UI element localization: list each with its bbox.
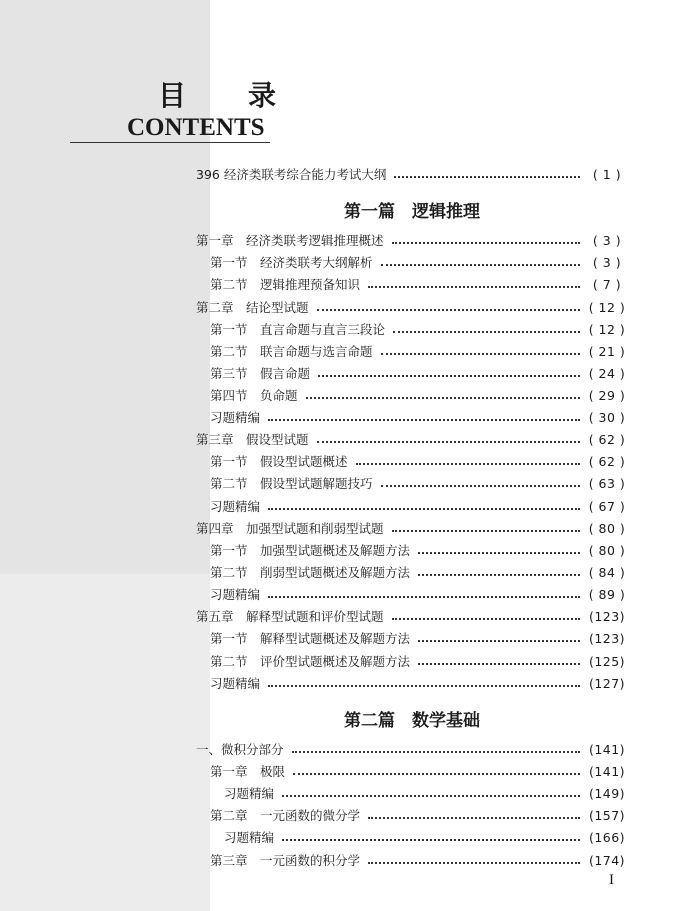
toc-entry-page: ( 1 ) — [592, 166, 622, 182]
toc-entry[interactable] — [0, 384, 628, 406]
dot-leader — [318, 374, 580, 377]
toc-entry-page: (141) — [588, 763, 626, 779]
toc-entry-title: 第一章 经济类联考逻辑推理概述 — [196, 233, 384, 248]
dot-leader — [392, 617, 580, 620]
toc-entry[interactable] — [0, 229, 628, 251]
toc-entry-title: 习题精编 — [210, 587, 261, 602]
toc-entry-page: (123) — [588, 608, 626, 624]
dot-leader — [368, 816, 580, 819]
part-heading: 第二篇 数学基础 — [344, 711, 480, 731]
dot-leader — [381, 263, 580, 266]
toc-entry-title: 第一节 解释型试题概述及解题方法 — [210, 631, 411, 646]
toc-entry-title: 习题精编 — [210, 410, 261, 425]
toc-entry[interactable] — [0, 362, 628, 384]
dot-leader — [418, 573, 580, 576]
toc-entry-title: 第二节 逻辑推理预备知识 — [210, 277, 361, 292]
dot-leader — [292, 750, 580, 753]
page-title-en: CONTENTS — [127, 114, 265, 141]
toc-entry-title: 396 经济类联考综合能力考试大纲 — [196, 167, 387, 182]
toc-entry-title: 习题精编 — [224, 786, 275, 801]
dot-leader — [392, 241, 580, 244]
dot-leader — [306, 396, 580, 399]
dot-leader — [268, 507, 580, 510]
dot-leader — [418, 662, 580, 665]
toc-entry[interactable] — [0, 782, 628, 804]
toc-entry-page: ( 30 ) — [588, 409, 626, 425]
toc-entry-page: ( 89 ) — [588, 586, 626, 602]
toc-entry-title: 第二节 评价型试题概述及解题方法 — [210, 654, 411, 669]
toc-entry-page: ( 67 ) — [588, 498, 626, 514]
toc-entry-title: 第三章 假设型试题 — [196, 432, 309, 447]
toc-entry[interactable] — [0, 273, 628, 295]
toc-entry[interactable] — [0, 672, 628, 694]
page-number: I — [609, 872, 614, 888]
toc-entry[interactable] — [0, 251, 628, 273]
dot-leader — [418, 551, 580, 554]
toc-entry[interactable] — [0, 406, 628, 428]
dot-leader — [317, 308, 580, 311]
toc-entry-page: ( 63 ) — [588, 475, 626, 491]
toc-entry[interactable] — [0, 605, 628, 627]
dot-leader — [418, 639, 580, 642]
dot-leader — [293, 772, 580, 775]
toc-entry-page: (166) — [588, 829, 626, 845]
dot-leader — [268, 418, 580, 421]
toc-entry[interactable] — [0, 472, 628, 494]
toc-entry[interactable] — [0, 804, 628, 826]
toc-entry-title: 一、微积分部分 — [196, 742, 284, 757]
toc-entry-page: ( 29 ) — [588, 387, 626, 403]
toc-entry-page: ( 62 ) — [588, 431, 626, 447]
toc-entry-title: 习题精编 — [210, 499, 261, 514]
toc-entry-title: 第一节 直言命题与直言三段论 — [210, 322, 386, 337]
dot-leader — [368, 861, 580, 864]
toc-entry-title: 第二章 一元函数的微分学 — [210, 808, 361, 823]
dot-leader — [394, 175, 580, 178]
toc-entry-page: ( 12 ) — [588, 299, 626, 315]
page-title-cn: 目录 — [158, 79, 339, 112]
toc-entry[interactable] — [0, 849, 628, 871]
toc-entry-page: ( 3 ) — [592, 232, 622, 248]
toc-entry-title: 第三节 假言命题 — [210, 366, 311, 381]
dot-leader — [317, 440, 580, 443]
toc-entry[interactable] — [0, 738, 628, 760]
toc-entry-page: ( 3 ) — [592, 254, 622, 270]
toc-entry-page: ( 24 ) — [588, 365, 626, 381]
toc-entry-page: ( 21 ) — [588, 343, 626, 359]
toc-entry[interactable] — [0, 650, 628, 672]
toc-entry-title: 第二节 削弱型试题概述及解题方法 — [210, 565, 411, 580]
toc-entry[interactable] — [0, 318, 628, 340]
toc-entry-title: 第二节 假设型试题解题技巧 — [210, 476, 373, 491]
toc-entry-page: ( 80 ) — [588, 520, 626, 536]
dot-leader — [392, 529, 580, 532]
toc-entry-page: ( 62 ) — [588, 453, 626, 469]
dot-leader — [381, 352, 580, 355]
toc-entry[interactable] — [0, 760, 628, 782]
toc-entry[interactable] — [0, 561, 628, 583]
toc-entry-title: 第一节 经济类联考大纲解析 — [210, 255, 373, 270]
dot-leader — [393, 330, 580, 333]
toc-entry-page: (157) — [588, 807, 626, 823]
toc-entry-title: 第一章 极限 — [210, 764, 286, 779]
toc-entry-title: 第二节 联言命题与选言命题 — [210, 344, 373, 359]
toc-entry-page: ( 12 ) — [588, 321, 626, 337]
toc-entry-title: 第四节 负命题 — [210, 388, 298, 403]
toc-entry[interactable] — [0, 495, 628, 517]
toc-entry[interactable] — [0, 163, 628, 185]
dot-leader — [368, 285, 580, 288]
toc-entry[interactable] — [0, 826, 628, 848]
toc-entry-page: (141) — [588, 741, 626, 757]
toc-entry-title: 第三章 一元函数的积分学 — [210, 853, 361, 868]
toc-entry[interactable] — [0, 539, 628, 561]
toc-entry-page: (123) — [588, 630, 626, 646]
dot-leader — [356, 462, 580, 465]
toc-entry-page: (125) — [588, 653, 626, 669]
toc-entry-page: (127) — [588, 675, 626, 691]
toc-entry-page: ( 7 ) — [592, 276, 622, 292]
toc-entry[interactable] — [0, 428, 628, 450]
toc-entry[interactable] — [0, 583, 628, 605]
toc-entry-page: ( 80 ) — [588, 542, 626, 558]
toc-entry[interactable] — [0, 450, 628, 472]
toc-entry[interactable] — [0, 340, 628, 362]
dot-leader — [282, 794, 580, 797]
toc-entry-title: 第五章 解释型试题和评价型试题 — [196, 609, 384, 624]
toc-entry-page: (149) — [588, 785, 626, 801]
toc-entry-title: 第四章 加强型试题和削弱型试题 — [196, 521, 384, 536]
toc-entry[interactable] — [0, 627, 628, 649]
toc-entry-title: 第二章 结论型试题 — [196, 300, 309, 315]
toc-entry-title: 第一节 假设型试题概述 — [210, 454, 348, 469]
toc-entry-title: 习题精编 — [224, 830, 275, 845]
dot-leader — [268, 684, 580, 687]
header-rule — [70, 142, 270, 143]
toc-entry-page: (174) — [588, 852, 626, 868]
dot-leader — [268, 595, 580, 598]
dot-leader — [282, 838, 580, 841]
toc-entry-title: 习题精编 — [210, 676, 261, 691]
dot-leader — [381, 484, 580, 487]
toc-entry[interactable] — [0, 296, 628, 318]
part-heading: 第一篇 逻辑推理 — [344, 202, 480, 222]
toc-entry[interactable] — [0, 517, 628, 539]
toc-entry-page: ( 84 ) — [588, 564, 626, 580]
toc-entry-title: 第一节 加强型试题概述及解题方法 — [210, 543, 411, 558]
